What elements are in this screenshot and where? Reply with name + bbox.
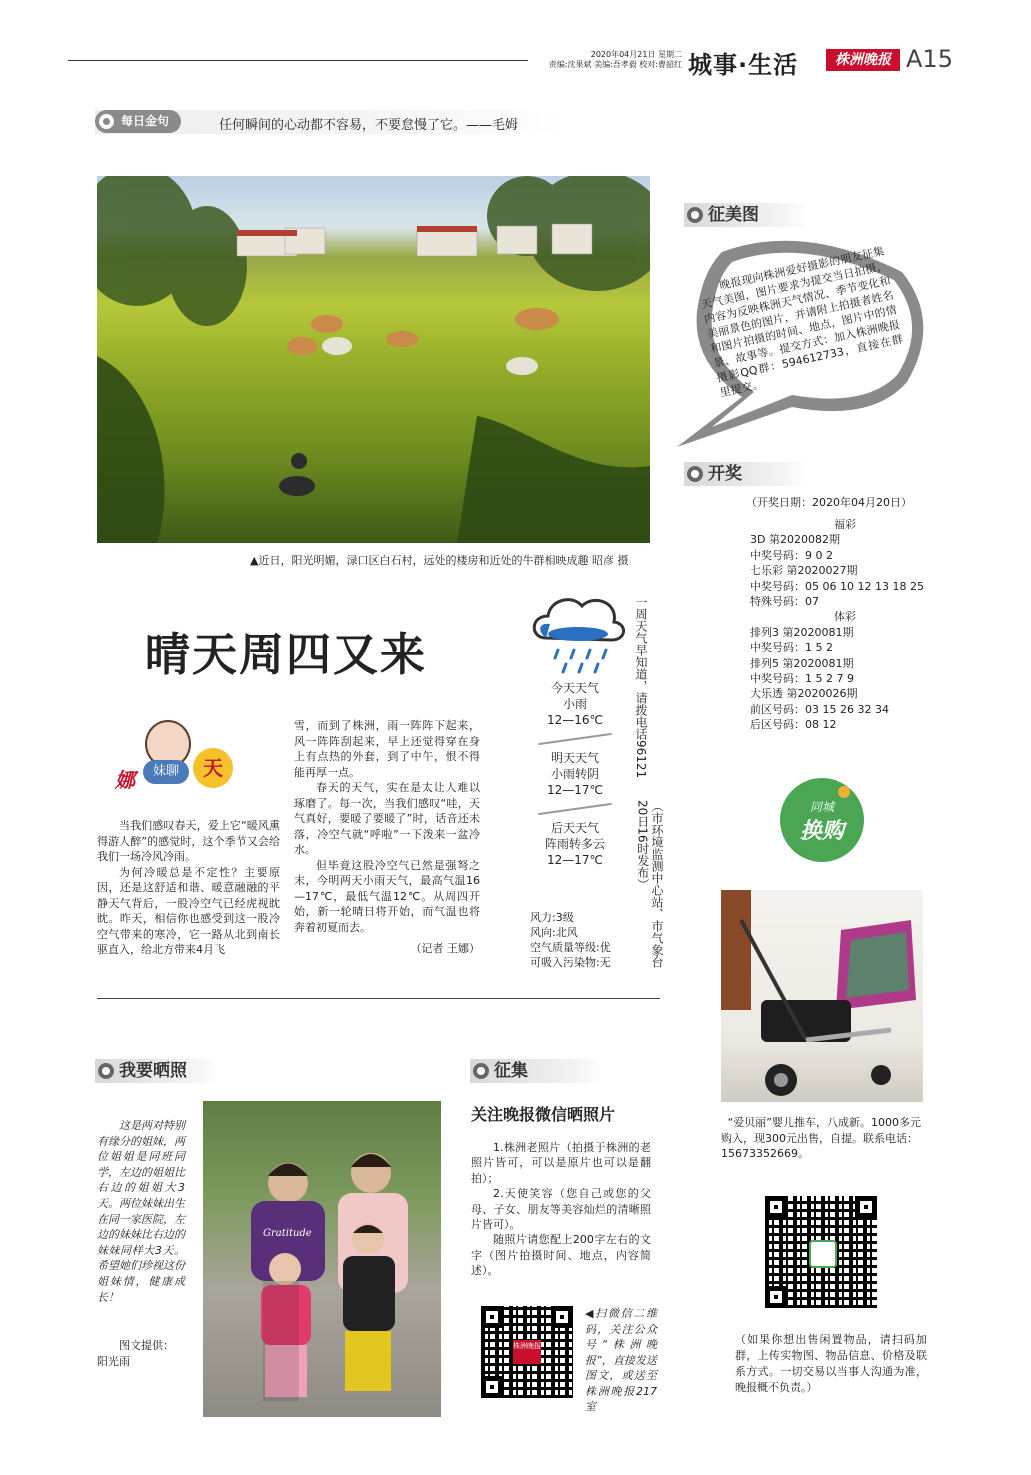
credit-label: 图文提供：	[119, 1339, 174, 1352]
shaizhao-text: 这是两对特别有缘分的姐妹，两位姐姐是同班同学，左边的姐姐比右边的姐姐大3天。两位妹妹出生在同一家医院，左边的妹妹比右边的妹妹同样大3天。希望她们珍视这份姐妹情，健康成长！	[97, 1119, 185, 1304]
mascot-logo	[115, 720, 240, 805]
after-condition: 阵雨转多云	[544, 837, 605, 851]
lottery-line: 大乐透 第2020026期	[750, 687, 858, 701]
credit-name: 阳光雨	[97, 1355, 130, 1368]
zhengji-items	[471, 1140, 651, 1279]
stroller-photo	[721, 890, 923, 1102]
lottery-line: 后区号码：08 12	[750, 718, 837, 732]
header-rule	[68, 60, 528, 61]
qr-finder	[765, 1286, 787, 1308]
shaizhao-credit	[97, 1338, 185, 1370]
air-quality: 空气质量等级:优	[530, 941, 611, 954]
lottery-line: 中奖号码：1 5 2	[750, 641, 833, 655]
photo-caption: ▲近日，阳光明媚，渌口区白石村，远处的楼房和近处的牛群相映成趣 昭彦 摄	[250, 554, 629, 567]
zhengmeitu-text: 晚报现向株洲爱好摄影的朋友征集天气美图，图片要求为提交当日拍摄，内容为反映株洲天气情况、季节变化和美丽景色的图片，并请附上拍摄者姓名和图片拍摄的时间、地点，图片中的情景、故事等。提交方式：加入株洲晚报摄影QQ群：594612733，直接在群里提交。	[699, 244, 905, 400]
mascot-char-left: 娜	[115, 768, 135, 792]
wind-force: 风力:3级	[530, 911, 574, 924]
quote-text: 任何瞬间的心动都不容易，不要怠慢了它。——毛姆	[219, 118, 519, 133]
mascot-bubble: 妹聊	[143, 760, 189, 784]
zhengji-scan-text: ◀扫微信二维码，关注公众号“株洲晚报”，直接发送图文，或送至株洲晚报217室	[585, 1307, 657, 1413]
lottery-line: 中奖号码：1 5 2 7 9	[750, 672, 854, 686]
sisters-scene	[203, 1101, 441, 1417]
lottery-tag: 开奖	[684, 462, 808, 486]
speech-bubble	[672, 232, 932, 452]
qr-finder	[855, 1196, 877, 1218]
quote-tag: 每日金句	[95, 110, 181, 133]
lottery-line: 七乐彩 第2020027期	[750, 564, 858, 578]
shirt-print: Gratitude	[263, 1228, 312, 1239]
tomorrow-label: 明天天气	[550, 751, 599, 765]
zhengji-tag: 征集	[470, 1059, 604, 1083]
lottery-date: （开奖日期：2020年04月20日）	[746, 496, 912, 509]
lottery-line: 特殊号码：07	[750, 595, 819, 609]
coin-icon	[838, 786, 850, 798]
sisters-photo	[203, 1101, 441, 1417]
after-label: 后天天气	[550, 821, 599, 835]
lottery-line: 3D 第2020082期	[750, 533, 840, 547]
wechat-qr-code	[481, 1306, 573, 1398]
bullet-icon	[687, 466, 703, 482]
cattle-photo	[97, 176, 650, 543]
swap-badge	[780, 778, 864, 862]
fucai-heading: 福彩	[834, 518, 856, 531]
byline: （记者 王娜）	[410, 942, 480, 955]
lottery-results	[750, 517, 940, 733]
shaizhao-tag: 我要晒照	[95, 1059, 219, 1083]
qr-logo	[809, 1240, 837, 1268]
paragraph: 雪，而到了株洲，雨一阵阵下起来，风一阵阵刮起来，早上还觉得穿在身上有点热的外套，到了中午，恨不得能再厚一点。	[294, 719, 480, 779]
today-condition: 小雨	[562, 697, 587, 711]
bullet-icon	[98, 1063, 114, 1079]
vertical-hotline: 一周天气早知道，请拨电话96121	[634, 596, 648, 779]
newspaper-logo: 株洲晚报	[826, 49, 900, 71]
pollutant: 可吸入污染物:无	[530, 956, 611, 969]
lottery-line: 中奖号码：05 06 10 12 13 18 25	[750, 579, 924, 593]
zhengji-item: 1.株洲老照片（拍摄于株洲的老照片皆可，可以是原片也可以是翻拍）；	[471, 1141, 651, 1185]
tomorrow-temp: 12—17℃	[546, 783, 603, 797]
issue-date: 2020年04月21日 星期二	[590, 50, 682, 59]
paragraph: 但毕竟这股冷空气已然是强弩之末，今明两天小雨天气，最高气温16—17℃，最低气温12℃。从周四开始，新一轮晴日将开始，而气温也将奔着初夏而去。	[294, 858, 480, 934]
vertical-source: （市环境监测中心站、市气象台20日16时发布）	[635, 800, 664, 968]
qr-finder	[481, 1376, 503, 1398]
paragraph: 春天的天气，实在是太让人难以琢磨了。每一次，当我们感叹“哇，天气真好，要暖了要暖了”时，话音还未落，冷空气就“呼啦”一下泼来一盆冷水。	[294, 781, 480, 856]
tomorrow-condition: 小雨转阴	[550, 767, 599, 781]
swap-ad-text: “爱贝丽”婴儿推车，八成新。1000多元购入，现300元出售，自提。联系电话：15673352669。	[721, 1116, 921, 1160]
editors-credit: 责编:沈果斌 美编:吾孝毅 校对:曹韶红	[548, 60, 682, 69]
qr-finder	[481, 1306, 503, 1328]
article-col-1	[97, 818, 280, 958]
rain-cloud-icon	[528, 590, 628, 680]
header-meta	[532, 50, 682, 70]
divider	[538, 733, 612, 745]
qr-finder	[551, 1306, 573, 1328]
lottery-line: 排列3 第2020081期	[750, 625, 854, 639]
swap-badge-main: 换购	[799, 819, 844, 844]
bullet-icon	[99, 114, 114, 129]
section-rule	[97, 998, 660, 999]
lottery-line: 中奖号码：9 0 2	[750, 548, 833, 562]
paragraph: 为何冷暖总是不定性？主要原因，还是这舒适和谐、暖意融融的平静天气背后，一股冷空气已经虎视眈眈。昨天，相信你也感受到这一股冷空气带来的寒冷，它一路从北到南长驱直入，给北方带来4月飞	[97, 865, 280, 956]
headline: 晴天周四又来	[145, 628, 428, 681]
paragraph: 当我们感叹春天，爱上它“暖风熏得游人醉”的感觉时，这个季节又会给我们一场冷风冷雨。	[97, 819, 280, 863]
article-col-2	[294, 718, 480, 957]
lottery-line: 排列5 第2020081期	[750, 656, 854, 670]
ticai-heading: 体彩	[834, 610, 856, 624]
quote-bar	[95, 110, 565, 134]
sun-icon: 天	[193, 748, 233, 788]
after-temp: 12—17℃	[546, 853, 603, 867]
swap-badge-top: 同城	[809, 800, 834, 814]
swap-note: （如果你想出售闲置物品，请扫码加群，上传实物图、物品信息、价格及联系方式。一切交易以当事人沟通为准，晚报概不负责。）	[735, 1333, 927, 1394]
section-title: 城事·生活	[688, 51, 799, 79]
photo-scene	[97, 176, 650, 543]
qr-logo: 株洲晚报	[513, 1340, 541, 1364]
lottery-line: 前区号码：03 15 26 32 34	[750, 702, 889, 716]
air-quality-block	[530, 910, 611, 970]
wind-direction: 风向:北风	[530, 926, 578, 939]
qr-finder	[765, 1196, 787, 1218]
stroller-scene	[721, 890, 923, 1102]
swap-qr-code	[765, 1196, 877, 1308]
page-number: A15	[906, 45, 953, 73]
zhengji-title: 关注晚报微信晒照片	[471, 1105, 616, 1124]
today-label: 今天天气	[550, 681, 599, 695]
zhengji-item: 2.天使笑容（您自己或您的父母、子女、朋友等美容灿烂的清晰照片皆可）。	[471, 1187, 651, 1232]
divider	[538, 803, 612, 815]
zhengmeitu-tag: 征美图	[684, 203, 808, 227]
bullet-icon	[687, 207, 703, 223]
bullet-icon	[473, 1063, 489, 1079]
zhengji-item: 随照片请您配上200字左右的文字（图片拍摄时间、地点，内容简述）。	[471, 1233, 651, 1278]
forecast-days	[530, 680, 620, 868]
today-temp: 12—16℃	[546, 713, 603, 727]
